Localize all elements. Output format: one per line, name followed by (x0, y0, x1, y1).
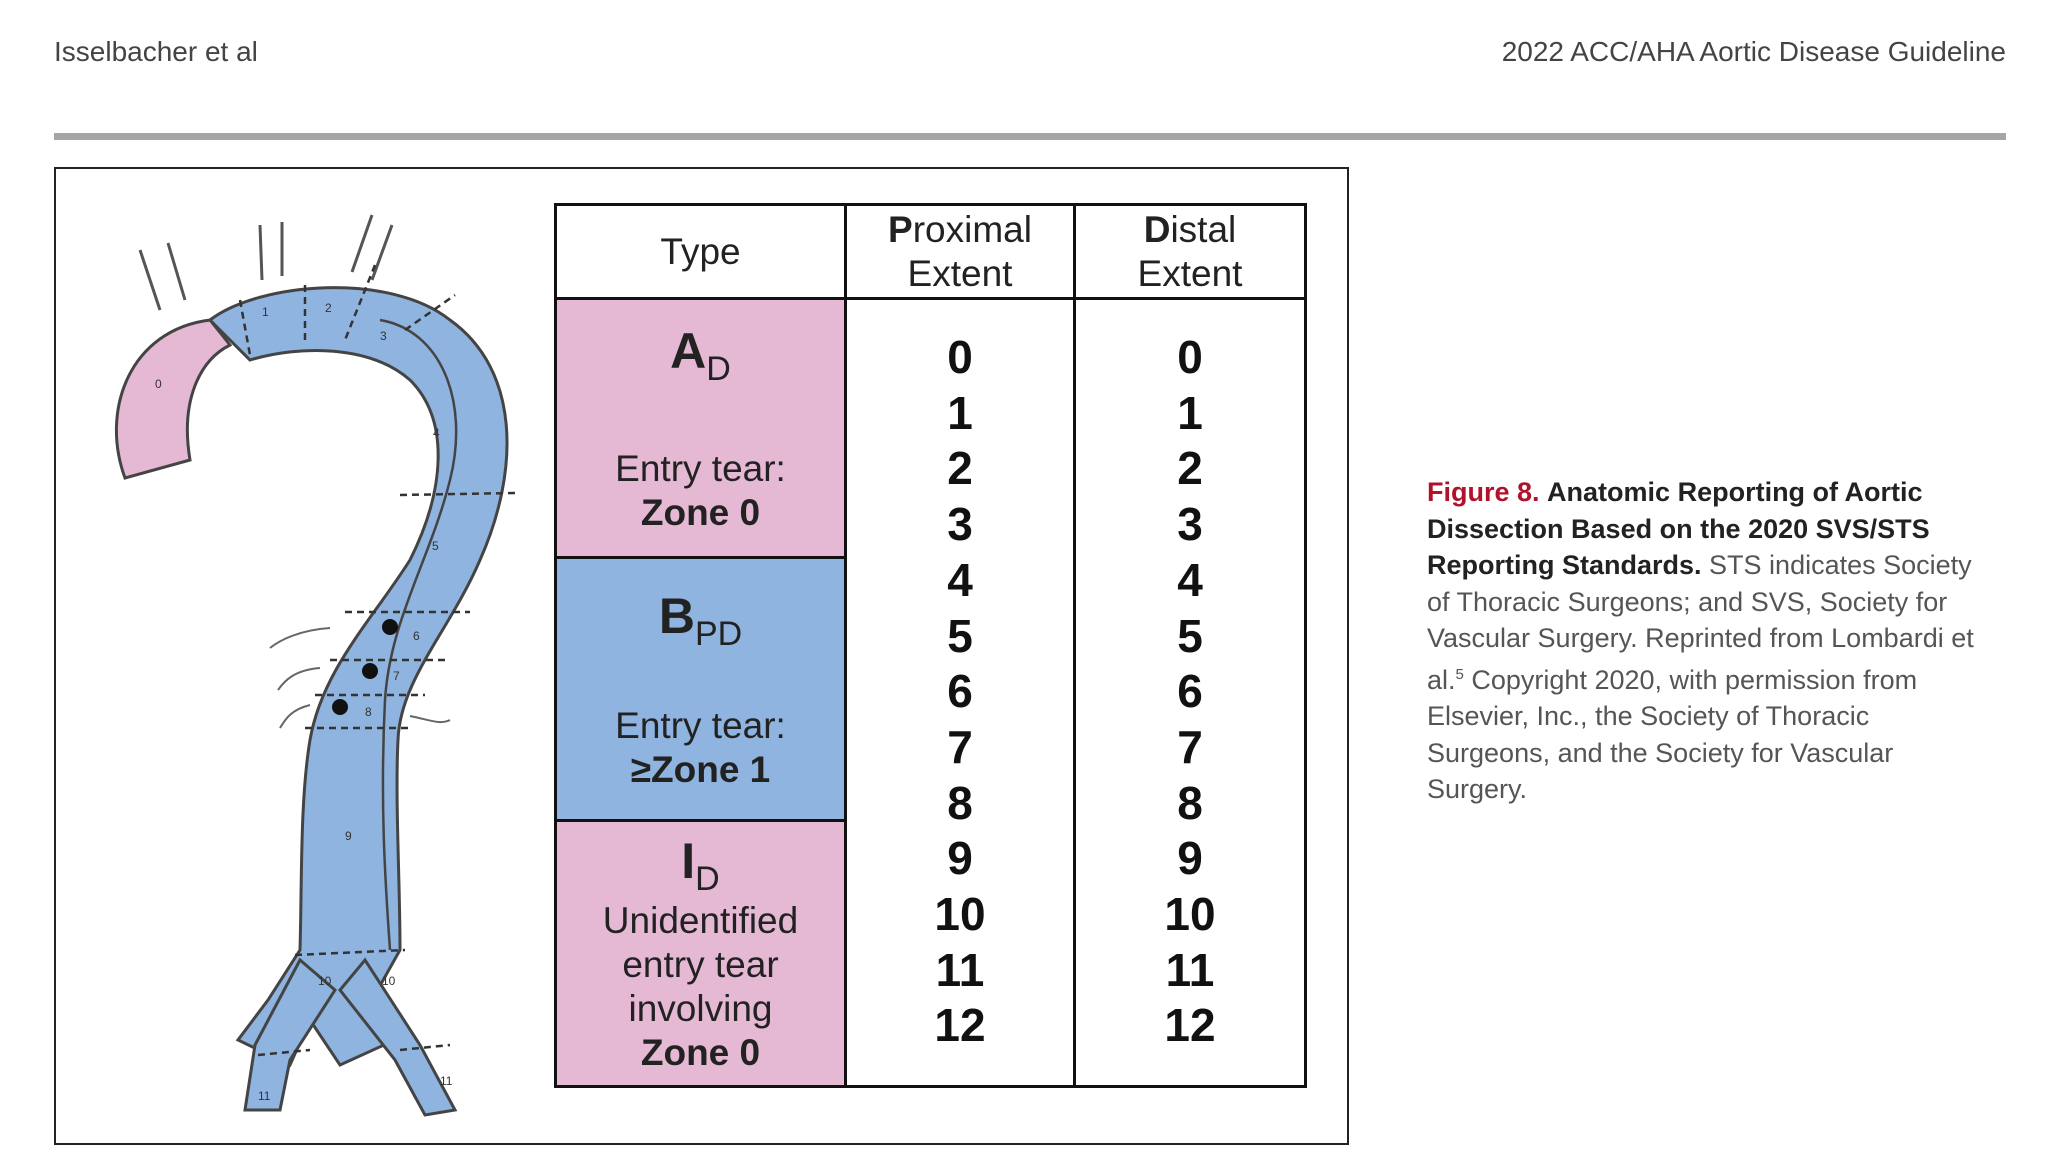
zone-label-11b: 11 (440, 1074, 453, 1088)
proximal-zones: 0 1 2 3 4 5 6 7 8 9 10 11 12 (846, 299, 1075, 1087)
figure-caption (1427, 474, 1987, 808)
distal-zones: 0 1 2 3 4 5 6 7 8 9 10 11 12 (1075, 299, 1306, 1087)
zone-label-10b: 10 (382, 974, 396, 988)
zone-label-6: 6 (413, 629, 420, 643)
dissection-classification-table (554, 203, 1307, 1088)
header-rule (54, 133, 2006, 140)
zone-label-11a: 11 (258, 1089, 271, 1103)
figure-number: Figure 8. (1427, 477, 1540, 507)
header-type: Type (556, 205, 846, 299)
zone-label-8: 8 (365, 705, 372, 719)
header-distal-extent: Distal Extent (1075, 205, 1306, 299)
zone-label-4: 4 (433, 426, 440, 440)
running-header-authors: Isselbacher et al (54, 36, 258, 67)
zone-0-region (116, 320, 230, 478)
zone-label-2: 2 (325, 301, 332, 315)
header-proximal-extent: Proximal Extent (846, 205, 1075, 299)
reference-superscript: 5 (1455, 665, 1464, 683)
type-row-id: $I_D$ Unidentified entry tear involving Zone 0 (556, 821, 846, 1087)
zone-label-10a: 10 (318, 974, 332, 988)
figure-caption-copyright: Copyright 2020, with permission from Elsevier, Inc., the Society of Thoracic Surgeons, and the Society for Vascular Surgery. (1427, 664, 1918, 804)
zone-label-9: 9 (345, 829, 352, 843)
zone-label-3: 3 (380, 329, 387, 343)
running-header-title: 2022 ACC/AHA Aortic Disease Guideline (1501, 36, 2006, 67)
aorta-body (210, 288, 507, 1065)
aorta-zone-diagram (80, 200, 540, 1130)
zone-label-0: 0 (155, 377, 162, 391)
figure-caption-body: STS indicates Society of Thoracic Surgeons; and SVS, Society for Vascular Surgery. Reprinted from Lombardi et al. (1427, 550, 1974, 695)
type-row-ad: $A_D$ Entry tear: Zone 0 (556, 299, 846, 558)
figure-title: Anatomic Reporting of Aortic Dissection Based on the 2020 SVS/STS Reporting Standards. (1427, 477, 1930, 580)
type-row-bpd: $B_{PD}$ Entry tear: ≥Zone 1 (556, 558, 846, 821)
zone-label-1: 1 (262, 305, 269, 319)
zone-label-7: 7 (393, 669, 400, 683)
zone-label-5: 5 (432, 539, 439, 553)
